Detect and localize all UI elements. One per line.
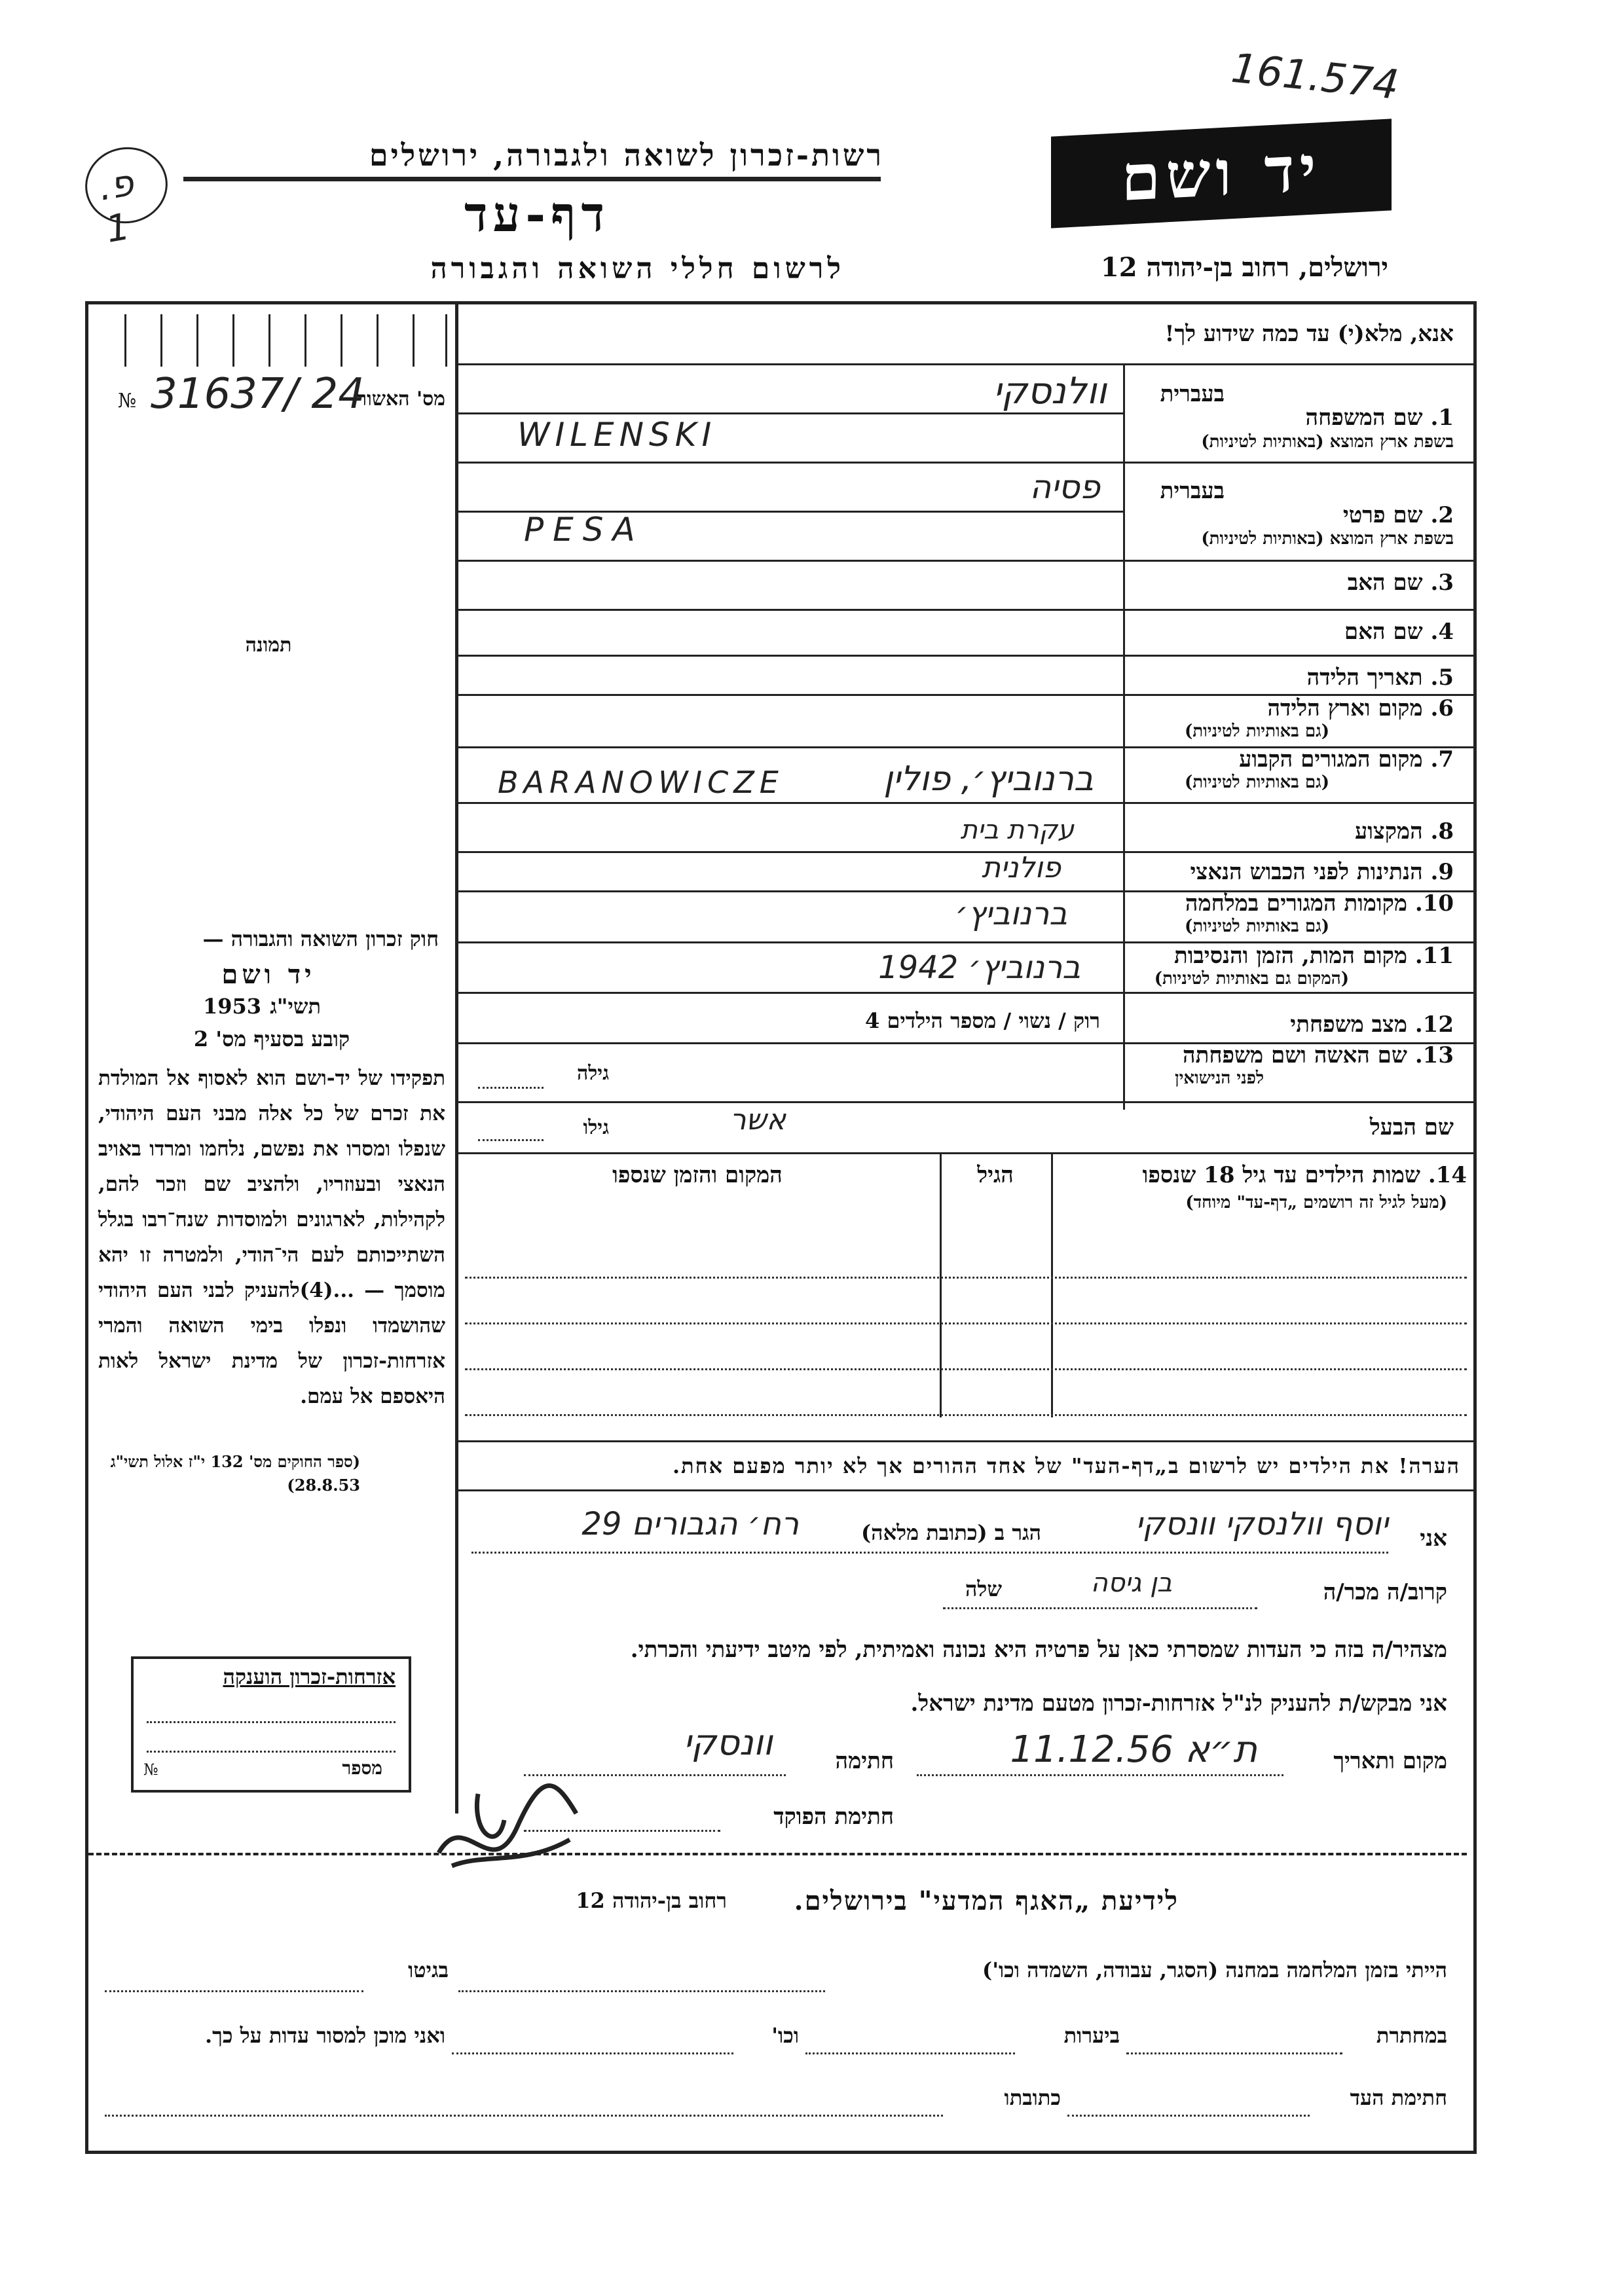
field-2-heb-tag: בעברית (1160, 478, 1225, 504)
officer-label: חתימת הפוקד (773, 1804, 894, 1830)
field-8-label (1133, 818, 1454, 845)
field-13-extra: גילה (576, 1062, 609, 1085)
field-7-sub: (גם באותיות לטיניות) (1184, 773, 1329, 792)
declarant-address-dots (471, 1552, 1388, 1554)
field-5-num: 5. (1430, 665, 1454, 691)
field-10-label (1133, 890, 1454, 917)
field-11-num: 11. (1414, 943, 1454, 969)
place-date-value: ת״א 11.12.56 (1010, 1728, 1257, 1771)
field-10-sub: (גם באותיות לטיניות) (1184, 917, 1329, 936)
field-2-sub: בשפת ארץ המוצא (באותיות לטיניות) (1201, 529, 1454, 549)
field-7-line (455, 802, 1473, 804)
approval-label: מס' האשור (357, 388, 445, 410)
note-bottom (455, 1489, 1473, 1491)
field-1-text: שם המשפחה (1305, 405, 1423, 431)
law-body: תפקידו של יד-ושם הוא לאסוף אל המולדת את זכרם של כל אלה מבני העם היהודי, שנפלו ומסרו את נפשם, נלחמו ומרדו באויב הנאצי ובעוזריו, ולהציב שם וזכר להם, לקהילות, לארגונים ולמוסדות שנח־רבו בגלל השתייכותם לעם הי־הודי, ולמטרה זו יהא מוסמך — ...(4)להעניק לבני העם היהודי שהושמדו ונפלו בימי השואה והמרי אזרחות-זכרון של מדינת ישראל לאות היאספם אל עמם. (98, 1066, 445, 1408)
archive-number: 161.574 (1228, 43, 1401, 109)
citizenship-number-prefix: № (143, 1760, 158, 1779)
field-13-sub: לפני הנישואין (1174, 1068, 1264, 1088)
citizenship-title: אזרחות-זכרון הוענקה (223, 1664, 396, 1689)
field-10-num: 10. (1414, 890, 1454, 917)
intro-divider (455, 363, 1473, 365)
approval-prefix: № (118, 390, 137, 412)
signature-label: חתימה (835, 1748, 894, 1774)
field-6-num: 6. (1430, 695, 1454, 721)
field-13-line (455, 1101, 1473, 1103)
field-1-value-heb: וולנסקי (993, 370, 1107, 412)
field-11-value: ברנוביץ׳ 1942 (878, 949, 1080, 986)
declaration-text: מצהיר/ה בזה כי העדות שמסרתי כאן על פרטיה היא נכונה ואמיתית, לפי מיטב ידיעתי והכרתי. (630, 1637, 1447, 1663)
form-subtitle: לרשום חללי השואה והגבורה (430, 252, 845, 285)
children-note: הערה! את הילדים יש לרשום ב„דף-העד" של אחד ההורים אך לא יותר מפעם אחת. (672, 1453, 1460, 1478)
children-row-3 (465, 1368, 1467, 1370)
footer-line1-dots-a (458, 1990, 825, 1992)
field-8-num: 8. (1430, 818, 1454, 845)
children-row-2 (465, 1322, 1467, 1324)
field-2-label (1133, 502, 1454, 528)
footer-line2a: במחתרת (1376, 2023, 1447, 2048)
field-2-num: 2. (1430, 502, 1454, 528)
footer-line3-dots-b (105, 2115, 943, 2117)
declarant-prefix: אני (1420, 1525, 1447, 1552)
footer-line2d: ואני מוכן למסור עדות על כך. (204, 2023, 445, 2048)
footer-line2-dots-a (1126, 2052, 1342, 2054)
law-logo (190, 959, 347, 990)
form-title: דף-עד (464, 187, 610, 243)
footer-line1-dots-b (105, 1990, 363, 1992)
husband-extra: גילו (583, 1116, 609, 1139)
top-tick-marks (124, 314, 445, 367)
field-1-heb-tag: בעברית (1160, 381, 1225, 407)
photo-label: תמונה (245, 634, 292, 657)
children-row-4 (465, 1414, 1467, 1416)
law-title: חוק זכרון השואה והגבורה — (202, 926, 439, 951)
law-clause: קובע בסעיף מס' 2 (193, 1027, 350, 1051)
yad-vashem-logo (1051, 118, 1392, 228)
field-7-label (1133, 746, 1454, 773)
field-2-bottom-line (455, 560, 1473, 562)
footer-line2b: ביערות (1063, 2023, 1120, 2048)
relation-dots (943, 1607, 1257, 1609)
place-date-dots (917, 1774, 1283, 1776)
field-12-num: 12. (1414, 1011, 1454, 1038)
field-3-num: 3. (1430, 570, 1454, 596)
field-4-text: שם האם (1344, 619, 1423, 645)
footer-address: רחוב בן-יהודה 12 (576, 1888, 727, 1913)
law-logo-text: יד ושם (221, 959, 316, 990)
children-col-age: הגיל (977, 1162, 1014, 1188)
citizenship-number-label: מספר (342, 1757, 382, 1779)
field-1-mid-line (458, 412, 1123, 414)
citizenship-box (131, 1656, 411, 1793)
relation-value: בן גיסה (1090, 1568, 1172, 1598)
declarant-address: רח׳ הגבורים 29 (581, 1506, 799, 1542)
field-9-text: הנתינות לפני הכבוש הנאצי (1190, 859, 1423, 885)
field-3-label (1133, 570, 1454, 596)
field-1-label (1133, 405, 1454, 431)
field-7-text: מקום המגורים הקבוע (1239, 746, 1423, 773)
field-3-line (455, 609, 1473, 611)
field-7-num: 7. (1430, 746, 1454, 773)
request-text: אני מבקש/ת להעניק לנ"ל אזרחות-זכרון מטעם מדינת ישראל. (910, 1690, 1447, 1717)
intro-text: אנא, מלא(י) עד כמה שידוע לך! (1164, 321, 1454, 347)
field-4-line (455, 655, 1473, 657)
place-date-label: מקום ותאריך (1333, 1748, 1447, 1774)
husband-line (455, 1152, 1473, 1154)
field-11-line (455, 992, 1473, 994)
page-mark (79, 141, 174, 251)
field-13-extra-dots (478, 1087, 544, 1089)
label-column-divider (1123, 363, 1125, 1110)
field-13-text: שם האשה ושם משפחתה (1183, 1042, 1407, 1068)
law-year: 1953 (203, 994, 262, 1019)
field-6-sub: (גם באותיות לטיניות) (1184, 721, 1329, 741)
field-8-value: עקרת בית (960, 815, 1074, 845)
field-5-label (1133, 665, 1454, 691)
field-13-num: 13. (1414, 1042, 1454, 1068)
field-1-num: 1. (1430, 405, 1454, 431)
field-2-value-lat: PESA (524, 511, 644, 549)
field-10-text: מקומות המגורים במלחמה (1185, 890, 1407, 917)
field-9-label (1133, 859, 1454, 885)
field-2-text: שם פרטי (1342, 502, 1423, 528)
declarant-lives: הגר ב (כתובת מלאה) (861, 1520, 1041, 1545)
footer-line2c: וכו' (771, 2023, 799, 2048)
children-bottom (455, 1440, 1473, 1442)
field-11-text: מקום המות, הזמן והנסיבות (1173, 943, 1407, 969)
page-mark-text: פ. 1 (95, 161, 137, 251)
field-1-bottom-line (455, 462, 1473, 464)
husband-text: שם הבעל (1369, 1114, 1454, 1140)
field-5-text: תאריך הלידה (1306, 665, 1423, 691)
field-11-label (1133, 943, 1454, 969)
field-8-text: המקצוע (1354, 818, 1423, 845)
field-13-label (1133, 1042, 1454, 1068)
declarant-name: יוסף וולנסקי וונסקי (1135, 1506, 1388, 1542)
citizenship-dots-2 (147, 1751, 396, 1753)
law-source: (ספר החוקים מס' 132 י"ז אלול תשי"ג 28.8.53) (110, 1452, 360, 1495)
law-year-heb: תשי"ג (270, 994, 321, 1019)
relation-mid: שלה (965, 1576, 1002, 1601)
approval-number: 31637/ 24 (151, 370, 365, 418)
field-11-sub: (המקום גם באותיות לטיניות) (1154, 969, 1349, 989)
husband-extra-dots (478, 1139, 544, 1141)
authority-title: רשות-זכרון לשואה ולגבורה, ירושלים (369, 137, 884, 173)
footer-heading: לידיעת „האגף המדעי" בירושלים. (794, 1886, 1179, 1916)
officer-signature (426, 1755, 596, 1886)
children-title: 14. שמות הילדים עד גיל 18 שנספו (1142, 1162, 1467, 1188)
logo-text: יד ושם (1121, 131, 1321, 215)
field-3-text: שם האב (1347, 570, 1423, 596)
children-col-divider-1 (1051, 1152, 1053, 1417)
husband-value: אשר (729, 1103, 786, 1137)
children-col-place: המקום והזמן שנספו (612, 1162, 783, 1188)
field-2-value-heb: פסיה (1029, 468, 1100, 506)
footer-line2-dots-c (452, 2052, 733, 2054)
field-6-label (1133, 695, 1454, 721)
footer-line2-dots-b (805, 2052, 1015, 2054)
field-4-label (1133, 619, 1454, 645)
field-1-value-lat: WILENSKI (517, 416, 717, 454)
relation-label: קרוב/ה מכר/ה (1323, 1579, 1447, 1605)
field-6-text: מקום וארץ הלידה (1267, 695, 1423, 721)
field-12-text: מצב משפחתי (1290, 1011, 1407, 1038)
dashed-separator (88, 1853, 1467, 1855)
citizenship-dots-1 (147, 1721, 396, 1723)
footer-line1b: בגיטו (408, 1958, 449, 1982)
field-12-label (1133, 1011, 1454, 1038)
field-9-num: 9. (1430, 859, 1454, 885)
footer-line3b: כתובתו (1004, 2085, 1061, 2110)
husband-label (1133, 1114, 1454, 1140)
children-row-1 (465, 1277, 1467, 1279)
footer-line3-dots-a (1067, 2115, 1310, 2117)
header-address: ירושלים, רחוב בן-יהודה 12 (1100, 252, 1388, 283)
field-12-value: רוק / נשוי / מספר הילדים 4 (865, 1008, 1100, 1033)
footer-line3a: חתימת העד (1350, 2085, 1447, 2110)
field-9-value: פולנית (982, 851, 1061, 884)
footer-line1a: הייתי בזמן המלחמה במחנה (הסגר, עבודה, השמדה וכו') (982, 1958, 1447, 1982)
left-column-divider (455, 301, 458, 1813)
field-10-value: ברנוביץ׳ (955, 896, 1067, 932)
children-col-divider-2 (940, 1152, 942, 1417)
signature-value: וונסקי (683, 1722, 773, 1763)
field-7-value-lat: BARANOWICZE (498, 765, 784, 800)
authority-underline (183, 177, 881, 181)
children-title-sub: (מעל לגיל זה רושמים „דף-עד" מיוחד) (1185, 1193, 1447, 1212)
field-7-value-heb: ברנוביץ׳, פולין (883, 759, 1094, 799)
field-4-num: 4. (1430, 619, 1454, 645)
field-1-sub: בשפת ארץ המוצא (באותיות לטיניות) (1201, 432, 1454, 452)
